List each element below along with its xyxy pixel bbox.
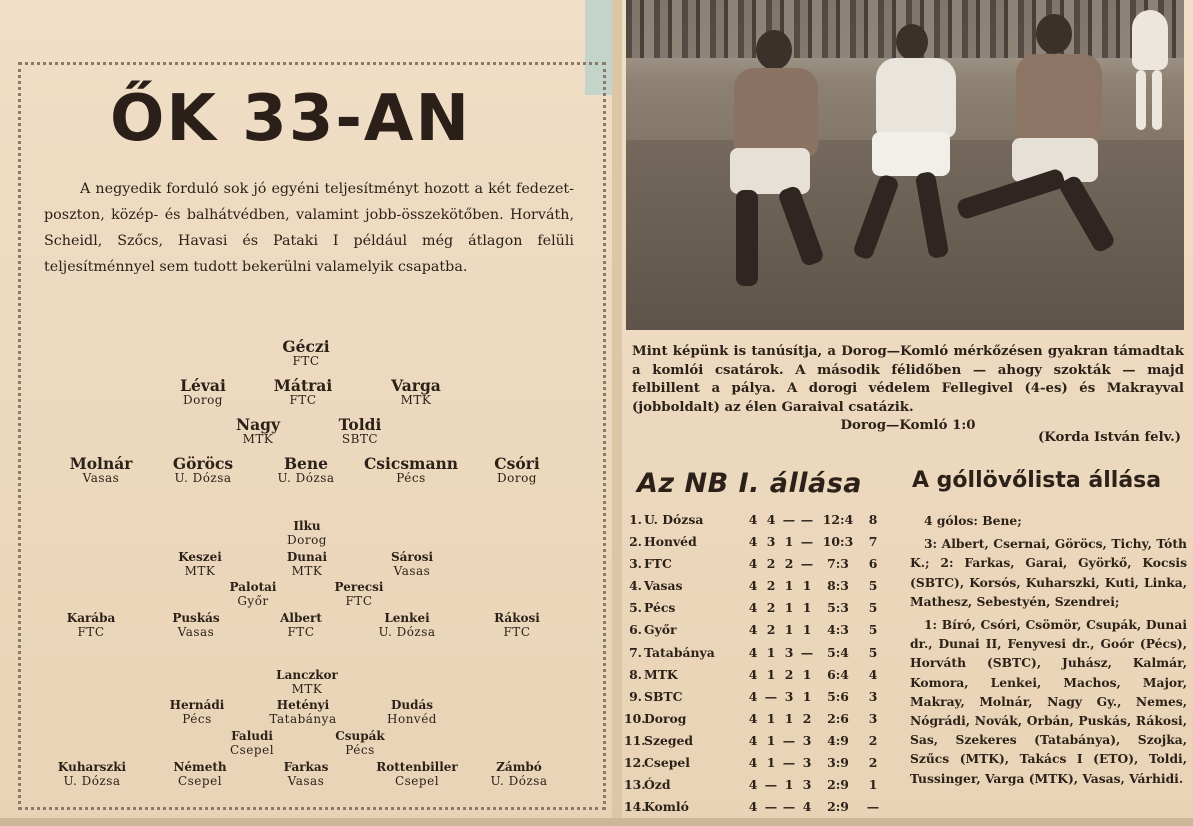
standings-d: 3 — [784, 688, 794, 704]
table-row — [624, 622, 904, 644]
table-row — [624, 512, 904, 534]
standings-pos: 1. — [629, 512, 642, 527]
standings-l: — — [800, 512, 814, 527]
player-karaba: Karába FTC — [66, 611, 116, 639]
standings-goals: 4:3 — [827, 622, 849, 638]
standings-goals: 5:3 — [827, 600, 849, 616]
headline: ŐK 33-AN — [110, 82, 471, 156]
photo-credit: (Korda István felv.) — [1038, 430, 1181, 445]
player-csori: Csóri Dorog — [494, 454, 540, 485]
player-kuharszki: Kuharszki U. Dózsa — [57, 760, 127, 788]
player-hetenyi: Hetényi Tatabánya — [269, 698, 337, 726]
standings-goals: 12:4 — [822, 512, 854, 527]
standings-d: 3 — [784, 644, 794, 660]
standings-g: 4 — [748, 710, 758, 726]
scorers-title: A góllövőlista állása — [912, 468, 1162, 493]
standings-d: — — [782, 799, 796, 815]
standings-team: U. Dózsa — [644, 512, 704, 527]
standings-g: 4 — [748, 578, 758, 594]
standings-pts: 3 — [868, 688, 878, 704]
player-ilku: Ilku Dorog — [287, 519, 327, 547]
standings-d: 1 — [784, 622, 794, 638]
standings-goals: 5:4 — [827, 644, 849, 660]
standings-pts: 3 — [868, 710, 878, 726]
player-rakosi: Rákosi FTC — [494, 611, 540, 639]
standings-goals: 8:3 — [827, 578, 849, 594]
caption-result: Dorog—Komló 1:0 — [840, 418, 976, 433]
standings-w: 1 — [766, 732, 776, 748]
standings-d: 2 — [784, 556, 794, 572]
standings-pos: 4. — [629, 578, 642, 594]
table-row — [624, 667, 904, 689]
player-levai: Lévai Dorog — [180, 376, 226, 407]
player-sarosi: Sárosi Vasas — [390, 550, 434, 578]
standings-team: Ózd — [644, 777, 671, 793]
standings-w: 1 — [766, 666, 776, 682]
standings-goals: 2:6 — [827, 710, 849, 726]
standings-d: — — [782, 755, 796, 771]
standings-w: 2 — [766, 556, 776, 572]
standings-g: 4 — [748, 622, 758, 638]
standings-goals: 6:4 — [827, 666, 849, 682]
standings-goals: 7:3 — [827, 556, 849, 572]
player-lanczkor: Lanczkor MTK — [276, 668, 338, 696]
standings-d: — — [782, 732, 796, 748]
player-varga: Varga MTK — [391, 376, 441, 407]
scorers-1-goal: 1: Bíró, Csóri, Csömör, Csupák, Dunai dr., Dunai II, Fenyvesi dr., Goór (Pécs), Horváth (SBTC), Juhász, Kalmár, Komora, Lenkei, Machos, Major, Makray, Molnár, Nagy Gy., Nemes, Nógrádi, Novák, Orbán, Puskás, Rákosi, Sas, Szekeres (Tatabánya), Szojka, Szűcs (MTK), Takács I (ETO), Toldi, Tussinger, Varga (MTK), Vasas, Várhidi. — [910, 617, 1187, 786]
standings-l: — — [800, 644, 814, 660]
standings-l: 3 — [802, 777, 812, 793]
standings-pos: 14. — [624, 799, 646, 815]
table-row — [624, 600, 904, 622]
standings-pts: 5 — [868, 644, 878, 660]
standings-goals: 10:3 — [822, 534, 854, 550]
standings-w: — — [764, 688, 778, 704]
standings-table — [624, 512, 904, 821]
player-gorocs: Göröcs U. Dózsa — [172, 454, 234, 485]
table-row — [624, 578, 904, 600]
standings-w: 4 — [766, 512, 776, 527]
standings-w: 2 — [766, 622, 776, 638]
standings-w: 2 — [766, 578, 776, 594]
standings-pos: 11. — [624, 732, 646, 748]
standings-g: 4 — [748, 644, 758, 660]
standings-d: 1 — [784, 534, 794, 550]
player-figure-middle — [836, 24, 976, 274]
standings-w: 3 — [766, 534, 776, 550]
standings-team: Pécs — [644, 600, 676, 616]
player-farkas: Farkas Vasas — [283, 760, 329, 788]
standings-pos: 2. — [629, 534, 642, 550]
standings-pts: 4 — [868, 666, 878, 682]
standings-pts: 1 — [868, 777, 878, 793]
player-keszei: Keszei MTK — [178, 550, 222, 578]
player-geczi: Géczi FTC — [282, 337, 330, 368]
caption-text: Mint képünk is tanúsítja, a Dorog—Komló mérkőzésen gyakran támadtak a komlói csatárok. A második félidőben — ahogy szokták — majd felbillent a pálya. A dorogi védelem Fellegivel (4-es) és Makrayval (jobboldalt) az élen Garaival csatázik. — [632, 344, 1184, 415]
player-palotai: Palotai Győr — [229, 580, 277, 608]
standings-g: 4 — [748, 512, 758, 527]
standings-d: 1 — [784, 777, 794, 793]
standings-w: 1 — [766, 710, 776, 726]
standings-l: 3 — [802, 755, 812, 771]
table-row — [624, 556, 904, 578]
bottom-rule — [0, 818, 1193, 826]
standings-pts: 2 — [868, 755, 878, 771]
player-zambo: Zámbó U. Dózsa — [490, 760, 548, 788]
standings-w: — — [764, 777, 778, 793]
standings-d: — — [782, 512, 796, 527]
standings-d: 1 — [784, 600, 794, 616]
standings-team: Szeged — [644, 732, 694, 748]
standings-goals: 2:9 — [827, 777, 849, 793]
standings-g: 4 — [748, 732, 758, 748]
player-dudas: Dudás Honvéd — [387, 698, 437, 726]
standings-l: — — [800, 556, 814, 572]
standings-l: 2 — [802, 710, 812, 726]
standings-pts: 7 — [868, 534, 878, 550]
standings-pts: 5 — [868, 622, 878, 638]
photo-caption — [632, 343, 1184, 436]
player-csicsmann: Csicsmann Pécs — [363, 454, 459, 485]
standings-pos: 13. — [624, 777, 646, 793]
player-matrai: Mátrai FTC — [273, 376, 333, 407]
table-row — [624, 733, 904, 755]
standings-d: 1 — [784, 710, 794, 726]
player-nagy: Nagy MTK — [235, 415, 281, 446]
standings-goals: 3:9 — [827, 755, 849, 771]
scorers-4-goals: 4 gólos: Bene; — [924, 513, 1022, 528]
player-rottenbiller: Rottenbiller Csepel — [376, 760, 458, 788]
standings-l: 3 — [802, 732, 812, 748]
column-divider — [612, 0, 622, 826]
standings-g: 4 — [748, 556, 758, 572]
player-molnar: Molnár Vasas — [69, 454, 133, 485]
standings-pts: 8 — [868, 512, 878, 527]
standings-goals: 2:9 — [827, 799, 849, 815]
table-row — [624, 689, 904, 711]
standings-w: 2 — [766, 600, 776, 616]
standings-team: Csepel — [644, 755, 690, 771]
standings-w: 1 — [766, 755, 776, 771]
player-perecsi: Perecsi FTC — [334, 580, 384, 608]
player-lenkei: Lenkei U. Dózsa — [378, 611, 436, 639]
table-row — [624, 645, 904, 667]
standings-l: 4 — [802, 799, 812, 815]
standings-pts: 5 — [868, 600, 878, 616]
standings-l: 1 — [802, 578, 812, 594]
standings-pos: 7. — [629, 644, 642, 660]
standings-goals: 4:9 — [827, 732, 849, 748]
standings-pos: 12. — [624, 755, 646, 771]
player-nemeth: Németh Csepel — [173, 760, 227, 788]
standings-g: 4 — [748, 755, 758, 771]
standings-g: 4 — [748, 600, 758, 616]
standings-w: 1 — [766, 644, 776, 660]
player-faludi: Faludi Csepel — [229, 729, 275, 757]
player-figure-background — [1126, 0, 1176, 140]
standings-g: 4 — [748, 666, 758, 682]
table-row — [624, 777, 904, 799]
standings-l: 1 — [802, 688, 812, 704]
scorers-list — [910, 511, 1187, 792]
player-bene: Bene U. Dózsa — [277, 454, 335, 485]
standings-g: 4 — [748, 534, 758, 550]
standings-d: 1 — [784, 578, 794, 594]
table-row — [624, 534, 904, 556]
player-puskas: Puskás Vasas — [172, 611, 220, 639]
standings-g: 4 — [748, 777, 758, 793]
intro-paragraph: A negyedik forduló sok jó egyéni teljesítményt hozott a két fedezet-poszton, közép- és balhátvédben, valamint jobb-összekötőben. Horváth, Scheidl, Szőcs, Havasi és Pataki I például még átlagon felüli teljesítménnyel sem tudott bekerülni valamelyik csapatba. — [44, 181, 574, 275]
player-hernadi: Hernádi Pécs — [169, 698, 225, 726]
standings-team: FTC — [644, 556, 672, 572]
standings-team: Dorog — [644, 710, 687, 726]
standings-team: Komló — [644, 799, 689, 815]
standings-pts: 5 — [868, 578, 878, 594]
standings-pos: 3. — [629, 556, 642, 572]
standings-goals: 5:6 — [827, 688, 849, 704]
standings-team: Honvéd — [644, 534, 697, 550]
player-toldi: Toldi SBTC — [338, 415, 382, 446]
standings-g: 4 — [748, 688, 758, 704]
standings-team: Tatabánya — [644, 644, 715, 660]
player-albert: Albert FTC — [280, 611, 322, 639]
standings-pos: 8. — [629, 666, 642, 682]
standings-pts: 6 — [868, 556, 878, 572]
table-row — [624, 711, 904, 733]
standings-pos: 6. — [629, 622, 642, 638]
standings-pos: 10. — [624, 710, 646, 726]
standings-w: — — [764, 799, 778, 815]
player-figure-left — [716, 30, 856, 300]
standings-l: 1 — [802, 600, 812, 616]
standings-d: 2 — [784, 666, 794, 682]
standings-pos: 9. — [629, 688, 642, 704]
standings-l: 1 — [802, 666, 812, 682]
standings-pos: 5. — [629, 600, 642, 616]
standings-l: 1 — [802, 622, 812, 638]
standings-g: 4 — [748, 799, 758, 815]
player-dunai: Dunai MTK — [286, 550, 328, 578]
standings-l: — — [800, 534, 814, 550]
player-csupak: Csupák Pécs — [335, 729, 385, 757]
standings-pts: — — [866, 799, 880, 815]
standings-team: Győr — [644, 622, 677, 638]
standings-team: Vasas — [644, 578, 683, 594]
standings-team: MTK — [644, 666, 678, 682]
standings-team: SBTC — [644, 688, 683, 704]
match-photo — [626, 0, 1184, 330]
table-row — [624, 755, 904, 777]
standings-title: Az NB I. állása — [637, 468, 863, 499]
scorers-3-2-goals: 3: Albert, Csernai, Göröcs, Tichy, Tóth K.; 2: Farkas, Garai, Györkő, Kocsis (SBTC), Korsós, Kuharszki, Kuti, Linka, Mathesz, Sebestyén, Szendrei; — [910, 536, 1187, 609]
standings-pts: 2 — [868, 732, 878, 748]
